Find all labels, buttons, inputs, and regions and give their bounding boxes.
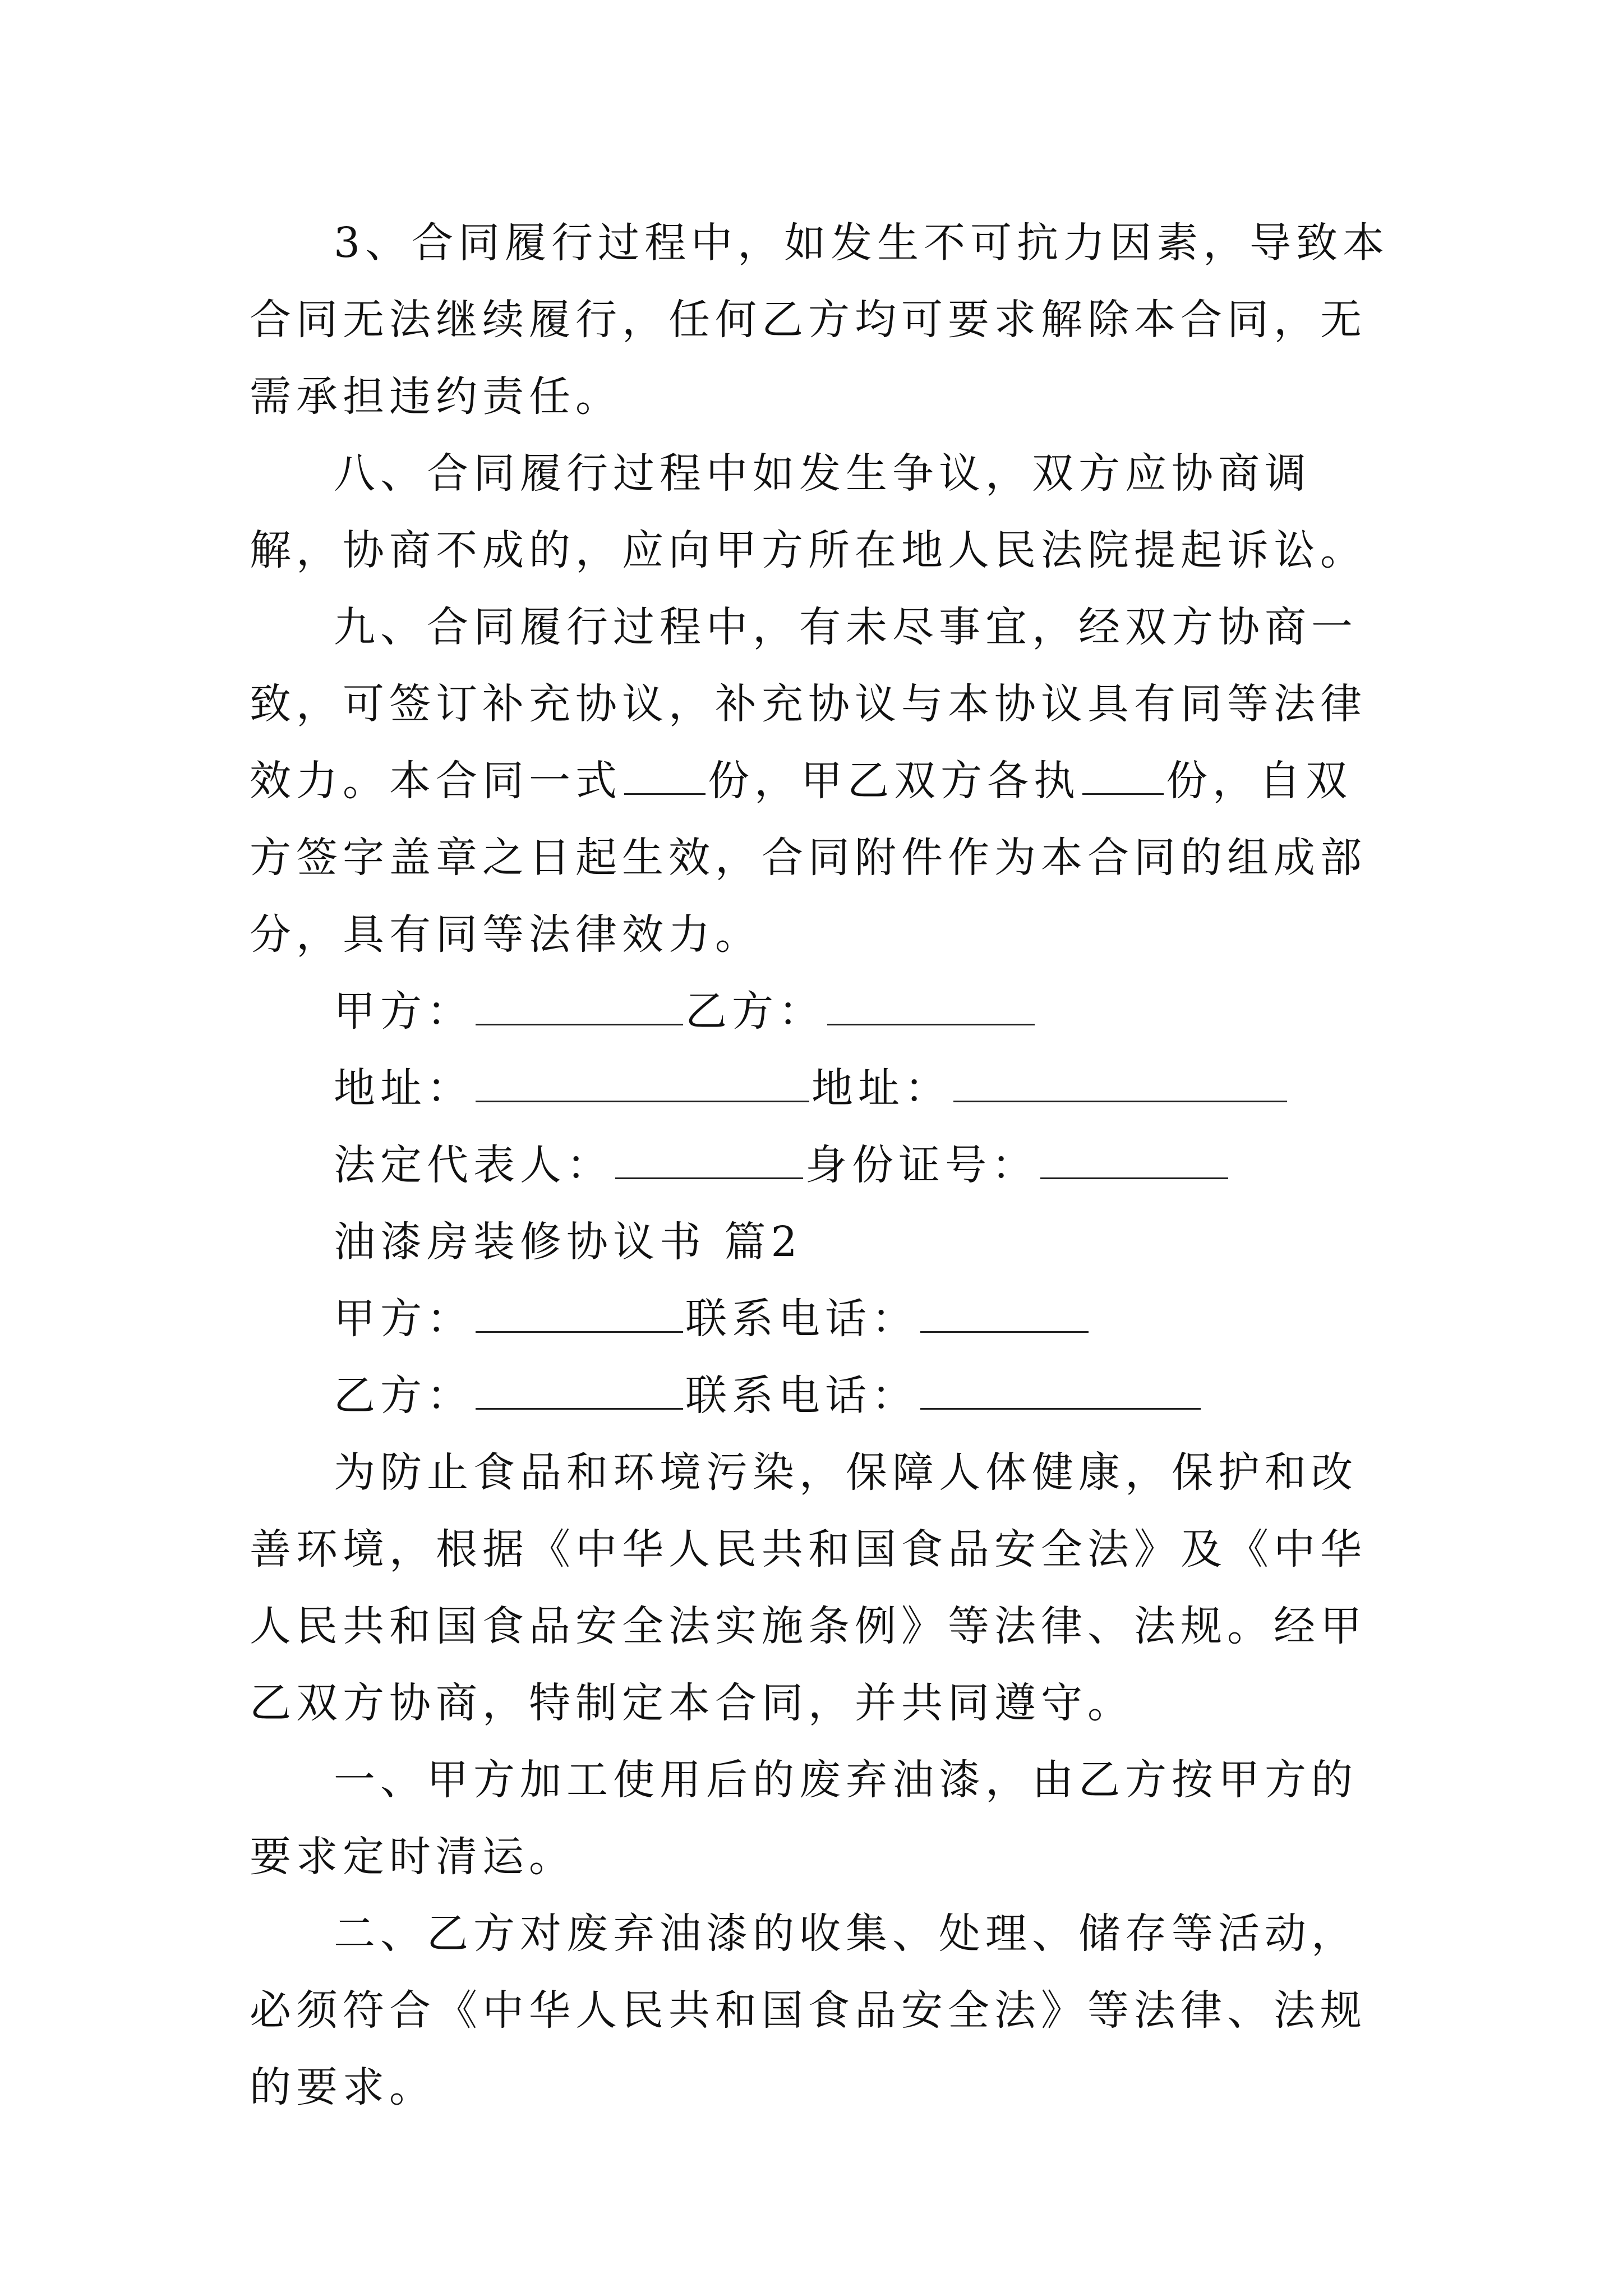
signature-line-address [334,1050,1289,1127]
party-b-label: 乙方： [685,987,825,1036]
id-number-label: 身份证号： [805,1141,1038,1189]
copies-total-blank [624,756,706,795]
legal-rep-label: 法定代表人： [334,1141,613,1189]
paragraph-supplement-part1: 九、合同履行过程中，有未尽事宜，经双方协商一致，可签订补充协议，补充协议与本协议具有同等法律效力。本合同一式 [250,603,1367,805]
paragraph-dispute: 八、合同履行过程中如发生争议，双方应协商调解，协商不成的，应向甲方所在地人民法院提起诉讼。 [250,449,1367,574]
party-b-blank [827,987,1035,1025]
copies-each-blank [1082,756,1164,795]
party-a-blank [476,987,683,1025]
party-a-2-label: 甲方： [334,1295,473,1343]
phone-b-blank [920,1371,1201,1410]
contact-line-party-a [334,1281,1091,1358]
paragraph-supplement-part2: 份，甲乙双方各执 [708,757,1080,805]
paragraph-supplement [250,589,1394,973]
address-a-blank [476,1064,809,1102]
phone-b-label: 联系电话： [685,1372,918,1420]
phone-a-blank [920,1294,1089,1333]
signature-line-parties [334,973,1037,1050]
contact-line-party-b [334,1358,1203,1434]
paragraph-force-majeure: 3、合同履行过程中，如发生不可抗力因素，导致本合同无法继续履行，任何乙方均可要求解除本合同，无需承担违约责任。 [250,219,1390,421]
party-b-2-blank [476,1371,683,1410]
paragraph-purpose: 为防止食品和环境污染，保障人体健康，保护和改善环境，根据《中华人民共和国食品安全法》及《中华人民共和国食品安全法实施条例》等法律、法规。经甲乙双方协商，特制定本合同，并共同遵守。 [250,1448,1367,1727]
address-b-blank [953,1064,1287,1102]
party-a-2-blank [476,1294,683,1333]
paragraph-clause-1: 一、甲方加工使用后的废弃油漆，由乙方按甲方的要求定时清运。 [250,1756,1358,1881]
party-a-label: 甲方： [334,987,473,1036]
id-number-blank [1040,1140,1228,1179]
address-a-label: 地址： [334,1064,473,1112]
paragraph-supplement-part3: 份，自双方签字盖章之日起生效，合同附件作为本合同的组成部分，具有同等法律效力。 [250,757,1367,959]
address-b-label: 地址： [811,1064,951,1112]
signature-line-representative [334,1127,1230,1204]
party-b-2-label: 乙方： [334,1372,473,1420]
phone-a-label: 联系电话： [685,1295,918,1343]
paragraph-clause-2: 二、乙方对废弃油漆的收集、处理、储存等活动，必须符合《中华人民共和国食品安全法》等法律、法规的要求。 [250,1910,1367,2111]
legal-rep-blank [615,1140,803,1179]
section-title: 油漆房装修协议书 篇2 [334,1218,803,1266]
